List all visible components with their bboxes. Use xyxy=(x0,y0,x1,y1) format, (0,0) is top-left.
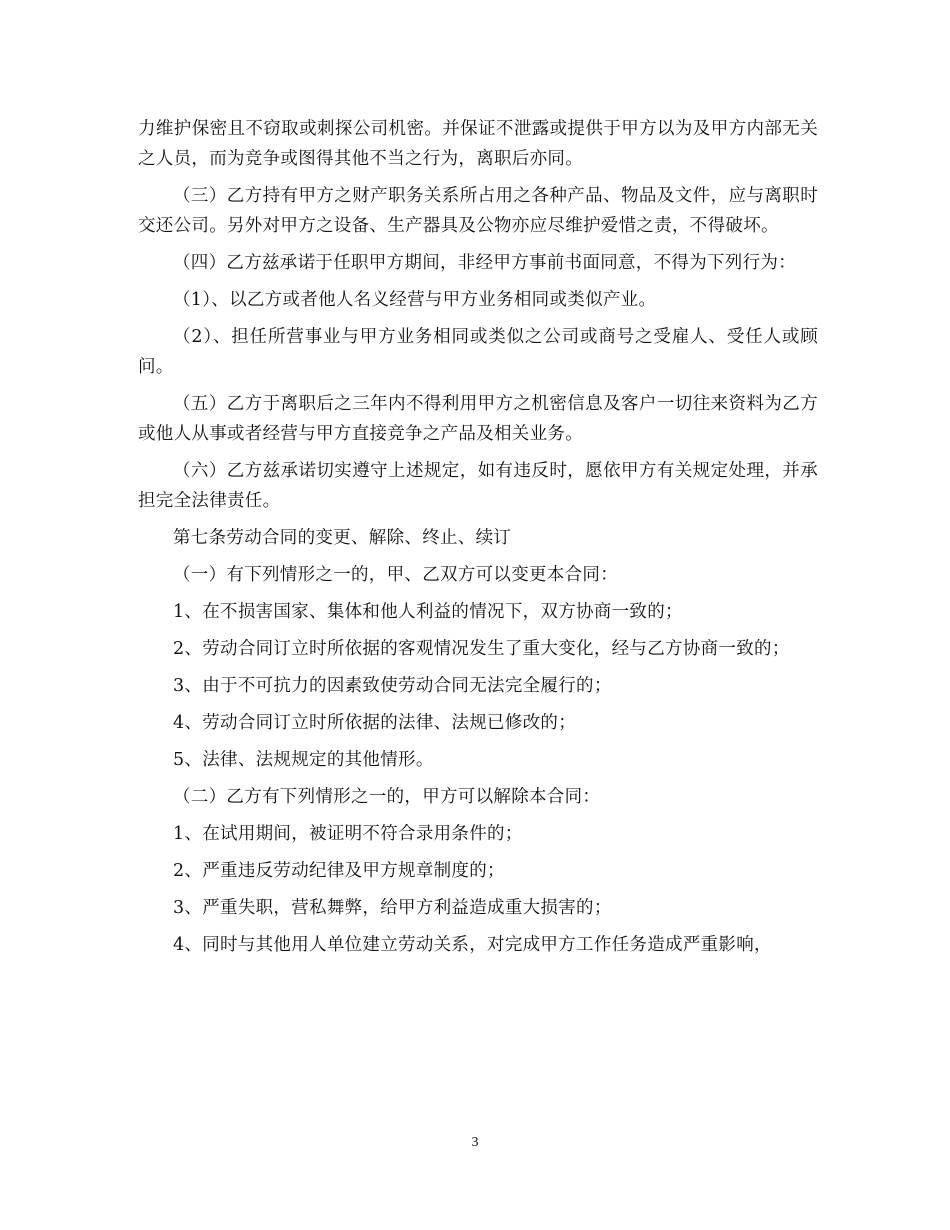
paragraph: （2）、担任所营事业与甲方业务相同或类似之公司或商号之受雇人、受任人或顾问。 xyxy=(138,327,818,377)
paragraph: 5、法律、法规规定的其他情形。 xyxy=(173,750,434,770)
paragraph: 4、劳动合同订立时所依据的法律、法规已修改的； xyxy=(173,713,577,733)
paragraph: （六）乙方兹承诺切实遵守上述规定，如有违反时，愿依甲方有关规定处理，并承担完全法律责任。 xyxy=(138,461,818,511)
paragraph: （三）乙方持有甲方之财产职务关系所占用之各种产品、物品及文件，应与离职时交还公司。另外对甲方之设备、生产器具及公物亦应尽维护爱惜之责，不得破坏。 xyxy=(138,186,818,236)
paragraph: （五）乙方于离职后之三年内不得利用甲方之机密信息及客户一切往来资料为乙方或他人从事或者经营与甲方直接竞争之产品及相关业务。 xyxy=(138,394,818,444)
paragraph: （二）乙方有下列情形之一的，甲方可以解除本合同： xyxy=(173,787,601,807)
paragraph: 2、严重违反劳动纪律及甲方规章制度的； xyxy=(173,861,505,881)
document-body xyxy=(138,114,818,967)
paragraph: 1、在不损害国家、集体和他人利益的情况下，双方协商一致的； xyxy=(173,602,683,622)
paragraph: （四）乙方兹承诺于任职甲方期间，非经甲方事前书面同意，不得为下列行为： xyxy=(173,253,796,273)
paragraph: （一）有下列情形之一的，甲、乙双方可以变更本合同： xyxy=(173,565,618,585)
page-number: 3 xyxy=(471,1135,479,1150)
paragraph: 2、劳动合同订立时所依据的客观情况发生了重大变化，经与乙方协商一致的； xyxy=(173,639,790,659)
paragraph: 力维护保密且不窃取或刺探公司机密。并保证不泄露或提供于甲方以为及甲方内部无关之人员，而为竞争或图得其他不当之行为，离职后亦同。 xyxy=(138,119,818,169)
paragraph: 3、由于不可抗力的因素致使劳动合同无法完全履行的； xyxy=(173,676,612,696)
paragraph: 1、在试用期间，被证明不符合录用条件的； xyxy=(173,824,523,844)
paragraph: （1）、以乙方或者他人名义经营与甲方业务相同或类似产业。 xyxy=(173,290,657,310)
paragraph: 4、同时与其他用人单位建立劳动关系，对完成甲方工作任务造成严重影响， xyxy=(173,935,772,955)
paragraph: 3、严重失职，营私舞弊，给甲方利益造成重大损害的； xyxy=(173,898,612,918)
paragraph: 第七条劳动合同的变更、解除、终止、续订 xyxy=(173,528,512,548)
